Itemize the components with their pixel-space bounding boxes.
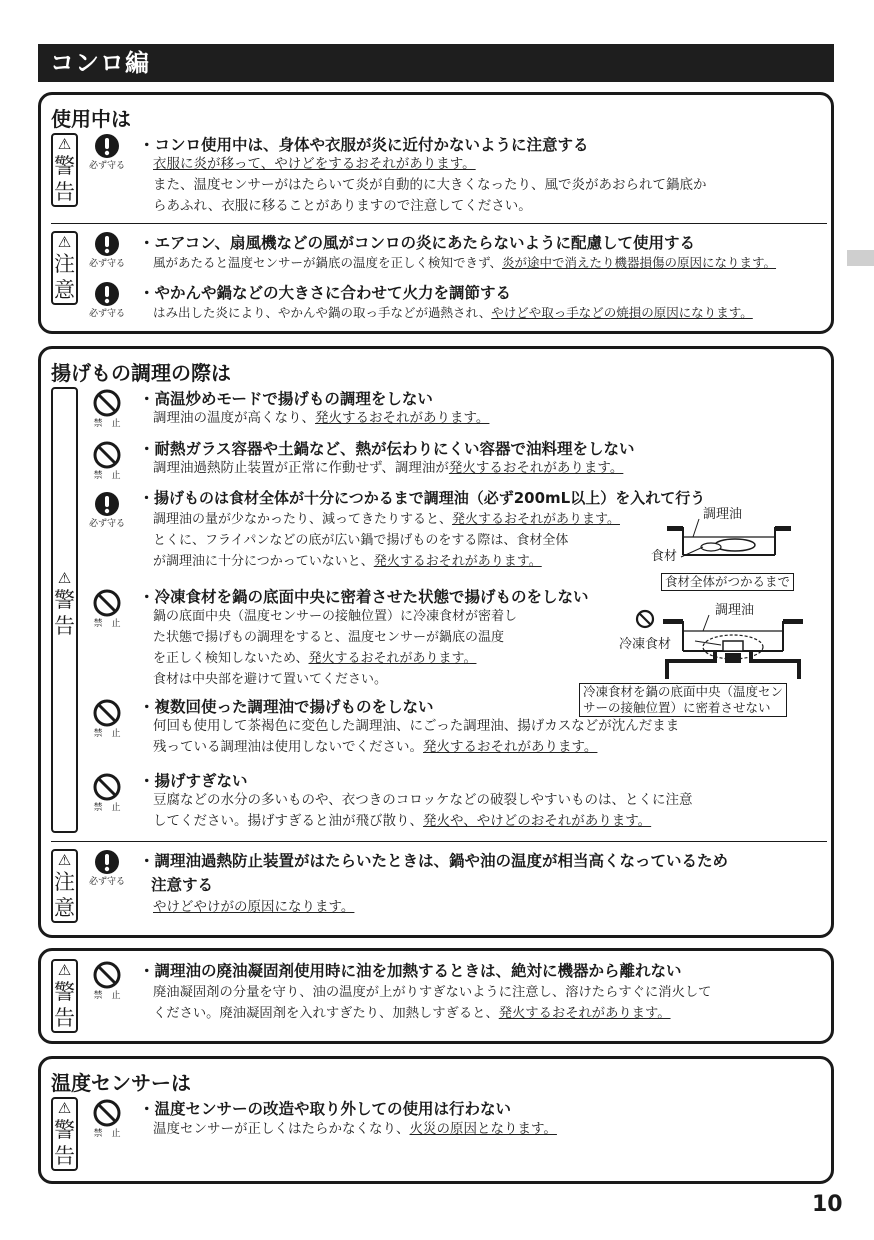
warning-label: ⚠ 警 告 <box>51 133 78 207</box>
item-heading: ・冷凍食材を鍋の底面中央に密着させた状態で揚げものをしない <box>139 588 589 606</box>
item-text: 何回も使用して茶褐色に変色した調理油、にごった調理油、揚げカスなどが沈んだまま 残っている調理油は使用しないでください。発火するおそれがあります。 <box>153 718 680 755</box>
caution-label: ⚠ 注 意 <box>51 231 78 305</box>
warning-triangle-icon: ⚠ <box>57 851 72 869</box>
mandatory-icon: 必ず守る <box>87 231 127 269</box>
diagram-caption: 食材全体がつかるまで <box>661 573 794 591</box>
item-text: やけどやけがの原因になります。 <box>153 899 355 915</box>
mandatory-icon: 必ず守る <box>87 491 127 529</box>
item-heading: ・揚げすぎない <box>139 772 248 790</box>
section-header <box>38 44 834 82</box>
item-heading: ・調理油の廃油凝固剤使用時に油を加熱するときは、絶対に機器から離れない <box>139 962 682 980</box>
prohibited-icon: 禁 止 <box>87 773 127 813</box>
warning-triangle-icon: ⚠ <box>57 233 72 251</box>
section-temperature-sensor <box>38 1056 834 1184</box>
mandatory-icon: 必ず守る <box>87 281 127 319</box>
item-text: 調理油の量が少なかったり、減ってきたりすると、発火するおそれがあります。 とくに、フライパンなどの底が広い鍋で揚げものをする際は、食材全体 が調理油に十分につかっていないと、発火するおそれがあります。 <box>153 512 620 569</box>
side-index-tab <box>847 250 874 266</box>
page-number: 10 <box>812 1192 843 1217</box>
mandatory-icon: 必ず守る <box>87 133 127 171</box>
item-heading: ・耐熱ガラス容器や土鍋など、熱が伝わりにくい容器で油料理をしない <box>139 440 635 458</box>
item-heading: ・温度センサーの改造や取り外しての使用は行わない <box>139 1100 512 1118</box>
pot-oil-diagram <box>643 507 823 577</box>
warning-triangle-icon: ⚠ <box>57 135 72 153</box>
warning-triangle-icon: ⚠ <box>57 961 72 979</box>
warning-triangle-icon: ⚠ <box>57 1099 72 1117</box>
mandatory-icon: 必ず守る <box>87 849 127 887</box>
item-text: 衣服に炎が移って、やけどをするおそれがあります。 また、温度センサーがはたらいて炎が自動的に大きくなったり、風で炎があおられて鍋底か らあふれ、衣服に移ることがありますので注意してください。 <box>153 156 707 214</box>
item-heading: ・揚げものは食材全体が十分につかるまで調理油（必ず200mL以上）を入れて行う <box>139 489 706 507</box>
divider <box>51 841 827 842</box>
section-in-use-title: 使用中は <box>51 107 131 131</box>
prohibited-icon: 禁 止 <box>87 589 127 629</box>
divider <box>51 223 827 224</box>
oil-label: 調理油 <box>703 507 743 522</box>
prohibited-icon: 禁 止 <box>87 389 127 429</box>
warning-label: ⚠ 警 告 <box>51 387 78 833</box>
item-heading: ・コンロ使用中は、身体や衣服が炎に近付かないように注意する <box>139 136 589 154</box>
prohibited-icon: 禁 止 <box>87 1099 127 1139</box>
item-text: 温度センサーが正しくはたらかなくなり、火災の原因となります。 <box>153 1121 557 1137</box>
warning-triangle-icon: ⚠ <box>57 569 72 587</box>
item-heading: ・やかんや鍋などの大きさに合わせて火力を調節する <box>139 284 512 302</box>
item-text: はみ出した炎により、やかんや鍋の取っ手などが過熱され、やけどや取っ手などの焼損の原因になります。 <box>153 305 753 320</box>
section-oil-solidifier <box>38 948 834 1044</box>
section-deep-frying <box>38 346 834 938</box>
section-temperature-sensor-title: 温度センサーは <box>51 1071 191 1095</box>
item-heading: ・エアコン、扇風機などの風がコンロの炎にあたらないように配慮して使用する <box>139 234 695 252</box>
frozen-food-diagram <box>617 601 827 685</box>
food-label: 食材 <box>651 549 678 564</box>
section-in-use <box>38 92 834 334</box>
prohibited-icon: 禁 止 <box>87 441 127 481</box>
item-text: 廃油凝固剤の分量を守り、油の温度が上がりすぎないように注意し、溶けたらすぐに消火して ください。廃油凝固剤を入れすぎたり、加熱しすぎると、発火するおそれがあります。 <box>153 985 712 1021</box>
warning-label: ⚠ 警 告 <box>51 959 78 1033</box>
item-heading: ・調理油過熱防止装置がはたらいたときは、鍋や油の温度が相当高くなっているため 注意する <box>139 852 729 894</box>
item-text: 調理油の温度が高くなり、発火するおそれがあります。 <box>153 410 490 426</box>
item-heading: ・複数回使った調理油で揚げものをしない <box>139 698 434 716</box>
oil-label: 調理油 <box>715 603 755 618</box>
frozen-food-label: 冷凍食材 <box>619 637 672 652</box>
section-header-title: コンロ編 <box>50 49 150 77</box>
item-heading: ・高温炒めモードで揚げもの調理をしない <box>139 390 433 408</box>
warning-label: ⚠ 警 告 <box>51 1097 78 1171</box>
item-text: 鍋の底面中央（温度センサーの接触位置）に冷凍食材が密着し た状態で揚げもの調理をすると、温度センサーが鍋底の温度 を正しく検知しないため、発火するおそれがあります。 食材は中央部を避けて置いてください。 <box>153 609 518 687</box>
item-text: 風があたると温度センサーが鍋底の温度を正しく検知できず、炎が途中で消えたり機器損傷の原因になります。 <box>153 255 777 270</box>
prohibited-icon: 禁 止 <box>87 961 127 1001</box>
caution-label: ⚠ 注 意 <box>51 849 78 923</box>
section-deep-frying-title: 揚げもの調理の際は <box>51 361 231 385</box>
diagram-caption: 冷凍食材を鍋の底面中央（温度セン サーの接触位置）に密着させない <box>579 683 787 717</box>
item-text: 豆腐などの水分の多いものや、衣つきのコロッケなどの破裂しやすいものは、とくに注意 してください。揚げすぎると油が飛び散り、発火や、やけどのおそれがあります。 <box>153 792 693 829</box>
prohibited-icon: 禁 止 <box>87 699 127 739</box>
item-text: 調理油過熱防止装置が正常に作動せず、調理油が発火するおそれがあります。 <box>153 460 624 476</box>
